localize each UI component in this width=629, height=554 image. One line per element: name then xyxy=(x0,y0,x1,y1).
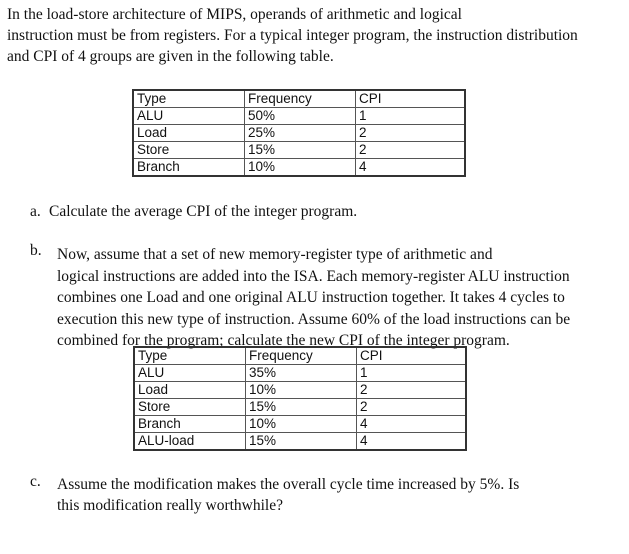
header-type: Type xyxy=(134,347,246,365)
cell-frequency: 10% xyxy=(246,382,357,399)
intro-line-1: In the load-store architecture of MIPS, operands of arithmetic and logical xyxy=(7,6,462,23)
header-cpi: CPI xyxy=(356,90,466,108)
part-b-line-5: combined for the program; calculate the new CPI of the integer program. xyxy=(57,332,510,349)
part-c-line-2: this modification really worthwhile? xyxy=(57,497,283,514)
header-type: Type xyxy=(133,90,245,108)
table-header-row xyxy=(133,90,465,108)
cell-type: Load xyxy=(133,125,245,142)
part-a-label: a. xyxy=(30,203,41,220)
cell-frequency: 15% xyxy=(246,433,357,451)
part-c-line-1: Assume the modification makes the overall cycle time increased by 5%. Is xyxy=(57,476,520,493)
cell-type: Branch xyxy=(133,159,245,177)
part-b-line-1: Now, assume that a set of new memory-register type of arithmetic and xyxy=(57,246,493,263)
cell-type: ALU xyxy=(133,108,245,125)
cell-cpi: 2 xyxy=(357,399,467,416)
intro-paragraph xyxy=(7,4,578,67)
cell-cpi: 4 xyxy=(357,416,467,433)
instruction-table-modified xyxy=(133,346,467,451)
table-row xyxy=(133,142,465,159)
part-b-line-2: logical instructions are added into the ISA. Each memory-register ALU instruction xyxy=(57,267,570,285)
table-header-row xyxy=(134,347,466,365)
part-b-label: b. xyxy=(30,242,42,259)
cell-type: ALU-load xyxy=(134,433,246,451)
header-frequency: Frequency xyxy=(245,90,356,108)
table-row xyxy=(134,416,466,433)
header-frequency: Frequency xyxy=(246,347,357,365)
cell-cpi: 1 xyxy=(356,108,466,125)
part-a-text: Calculate the average CPI of the integer program. xyxy=(49,203,358,220)
cell-frequency: 25% xyxy=(245,125,356,142)
table-row xyxy=(134,365,466,382)
cell-type: ALU xyxy=(134,365,246,382)
cell-cpi: 1 xyxy=(357,365,467,382)
cell-type: Branch xyxy=(134,416,246,433)
table-row xyxy=(133,125,465,142)
cell-frequency: 10% xyxy=(245,159,356,177)
instruction-table-original xyxy=(132,89,466,177)
cell-type: Load xyxy=(134,382,246,399)
cell-frequency: 15% xyxy=(245,142,356,159)
part-b-paragraph xyxy=(57,244,570,352)
table-row xyxy=(133,108,465,125)
cell-cpi: 2 xyxy=(356,125,466,142)
intro-line-2: instruction must be from registers. For a typical integer program, the instruction distribution xyxy=(7,27,578,44)
part-b-line-4: execution this new type of instruction. Assume 60% of the load instructions can be xyxy=(57,310,571,328)
part-c-label: c. xyxy=(30,473,41,490)
cell-frequency: 35% xyxy=(246,365,357,382)
cell-cpi: 4 xyxy=(357,433,467,451)
cell-frequency: 10% xyxy=(246,416,357,433)
cell-frequency: 50% xyxy=(245,108,356,125)
cell-cpi: 2 xyxy=(356,142,466,159)
cell-type: Store xyxy=(134,399,246,416)
cell-cpi: 4 xyxy=(356,159,466,177)
table-row xyxy=(134,399,466,416)
table-row xyxy=(134,433,466,451)
intro-line-3: and CPI of 4 groups are given in the following table. xyxy=(7,48,334,65)
table-row xyxy=(134,382,466,399)
header-cpi: CPI xyxy=(357,347,467,365)
cell-cpi: 2 xyxy=(357,382,467,399)
part-b-line-3: combines one Load and one original ALU instruction together. It takes 4 cycles to xyxy=(57,289,565,306)
cell-type: Store xyxy=(133,142,245,159)
part-c-paragraph xyxy=(57,474,519,516)
cell-frequency: 15% xyxy=(246,399,357,416)
table-row xyxy=(133,159,465,177)
